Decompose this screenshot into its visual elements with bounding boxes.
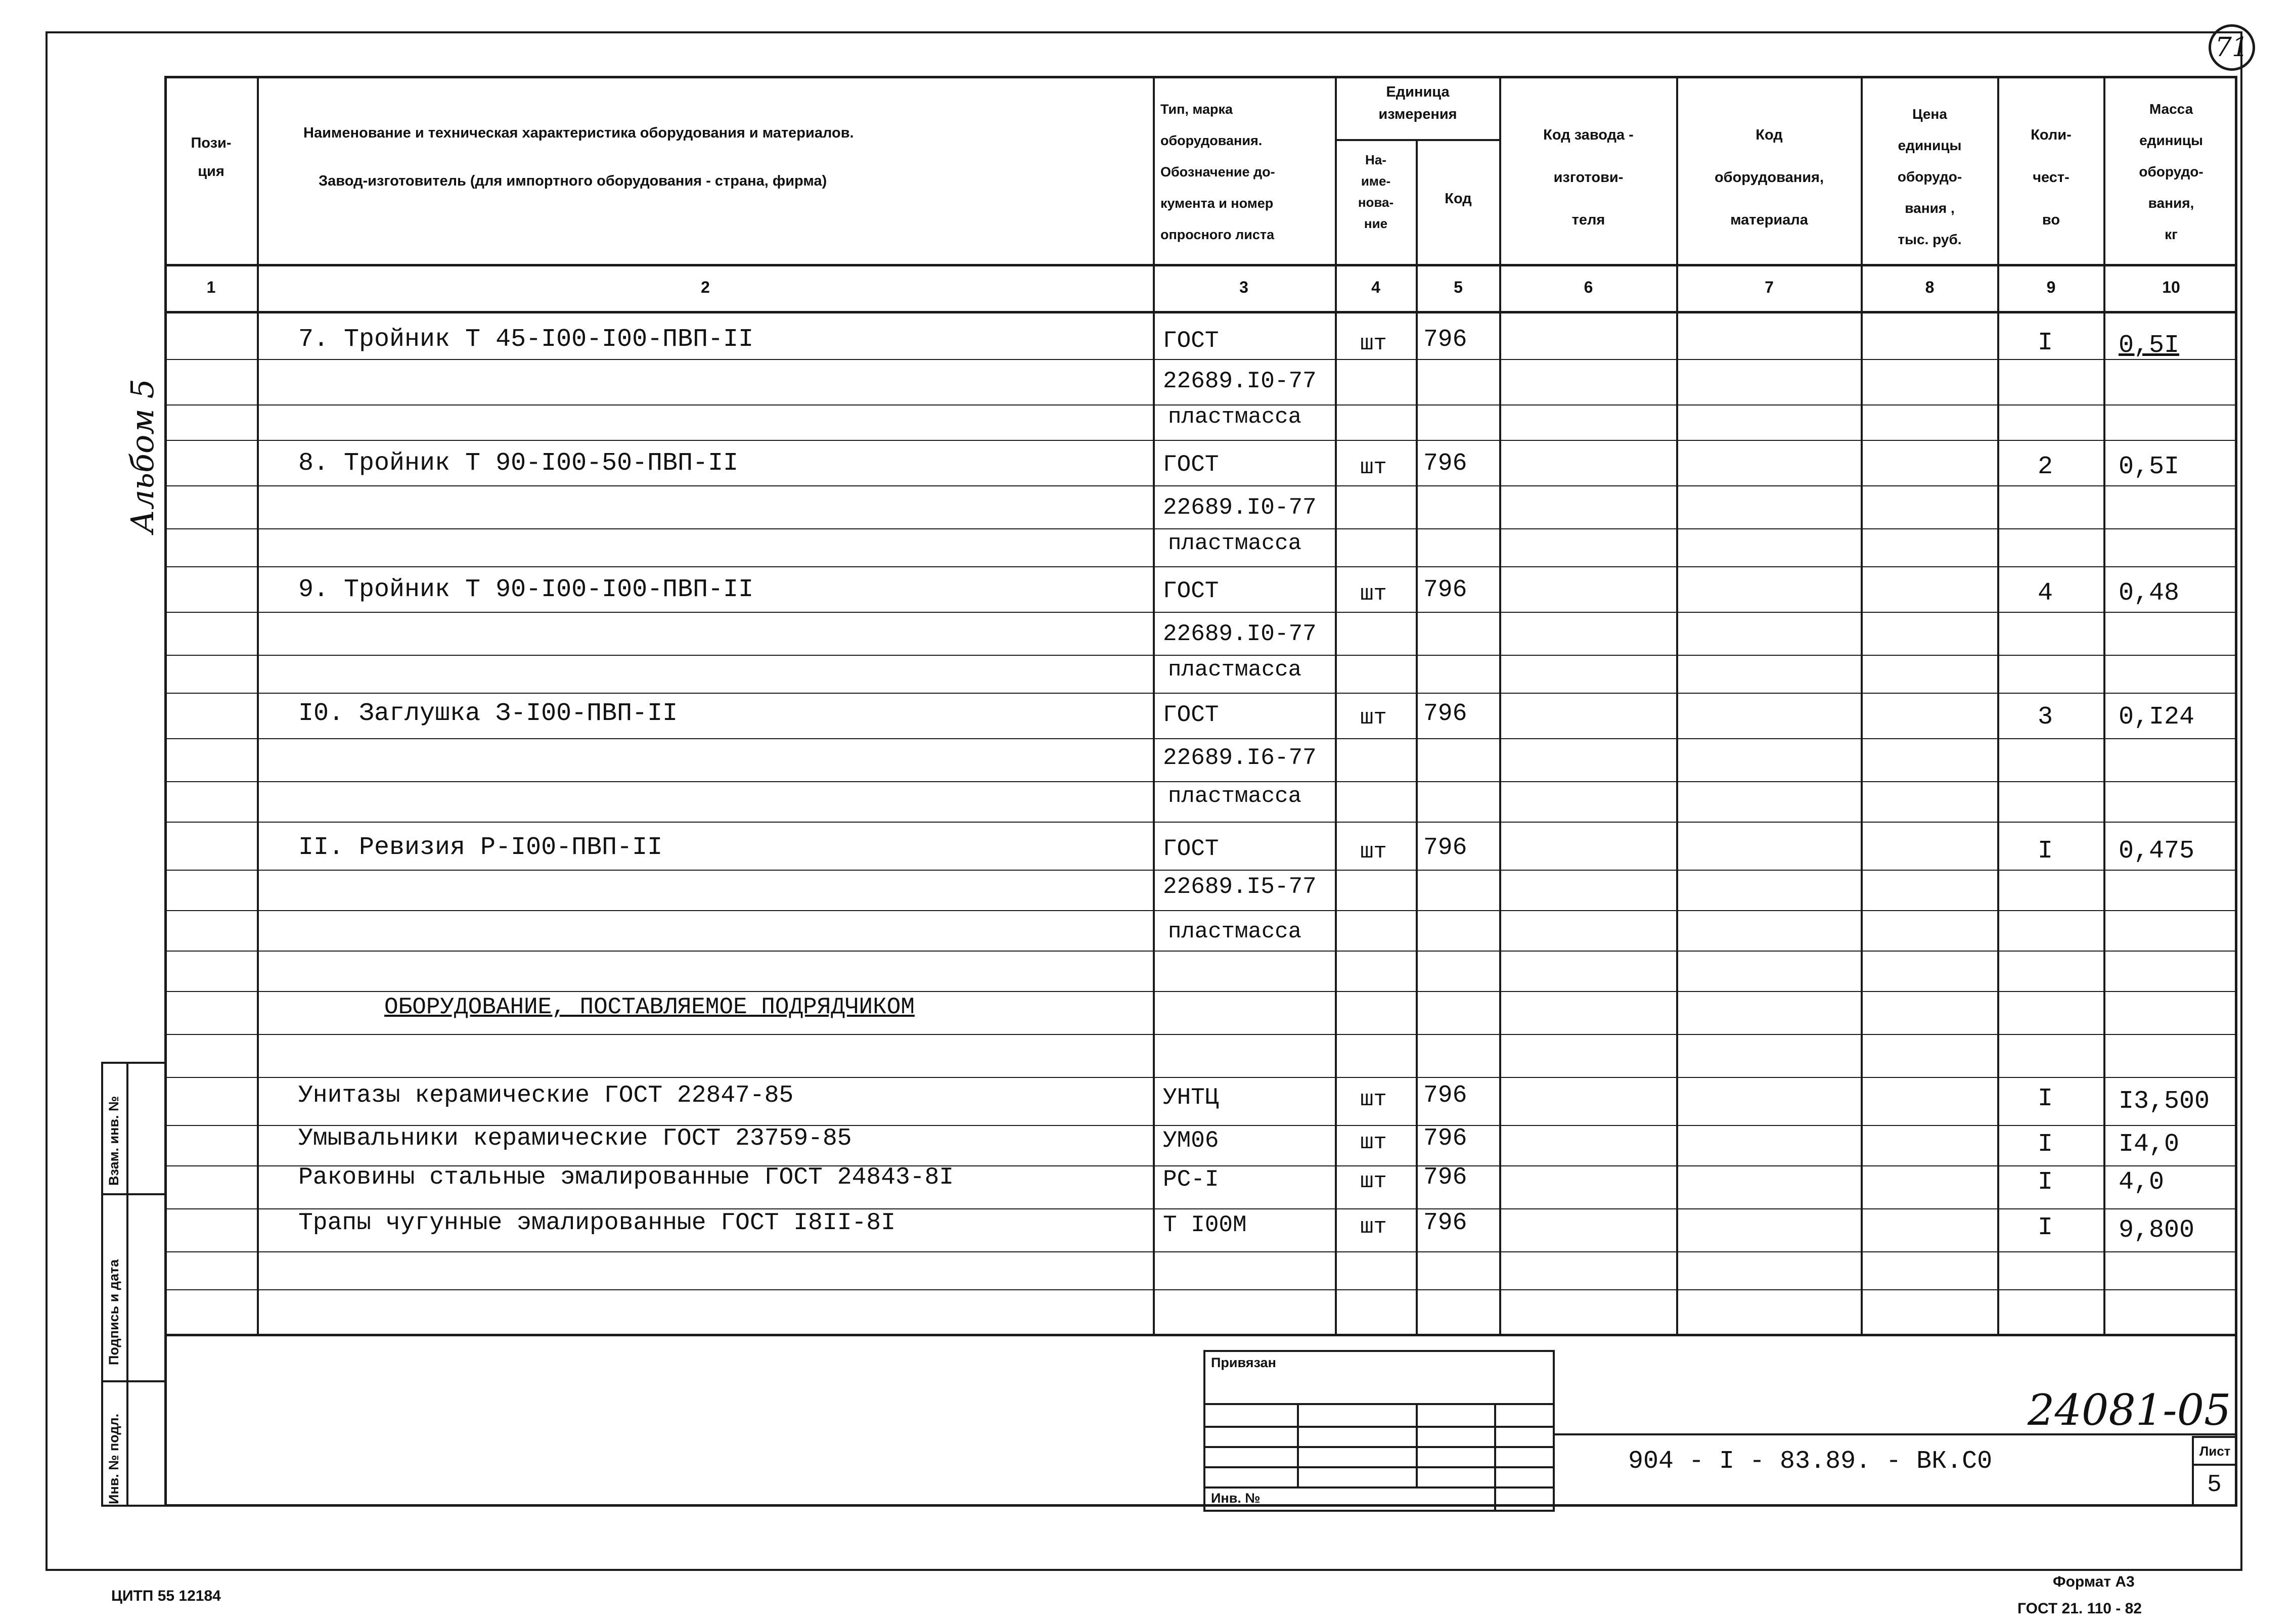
colnum-1: 1 — [206, 278, 216, 296]
side-strip-row-line — [101, 1380, 167, 1382]
contractor-3-unit: шт — [1360, 1169, 1387, 1194]
col-line — [1997, 76, 1999, 1335]
colnum-6: 6 — [1584, 278, 1593, 296]
header-col7: Код оборудования, материала — [1714, 127, 1824, 228]
contractor-1-unit: шт — [1360, 1087, 1387, 1112]
footer-gost: ГОСТ 21. 110 - 82 — [2017, 1600, 2142, 1617]
header-col1: Пози- ция — [191, 135, 232, 179]
contractor-4-qty: I — [2038, 1213, 2053, 1242]
item-10-qty: 3 — [2038, 703, 2053, 732]
item-9-type-1: ГОСТ — [1163, 578, 1219, 604]
item-7-mass: 0,5I — [2119, 331, 2180, 360]
contractor-2-qty: I — [2038, 1130, 2053, 1159]
item-11-code: 796 — [1423, 834, 1467, 862]
side-label-inv-podl: Инв. № подл. — [106, 1413, 121, 1504]
row-line — [164, 485, 2237, 486]
item-11-mass: 0,475 — [2119, 837, 2195, 866]
item-7-code: 796 — [1423, 326, 1467, 353]
item-8-type-2: 22689.I0-77 — [1163, 494, 1317, 521]
header-col2-line1: Наименование и техническая характеристика оборудования и материалов. — [303, 125, 854, 141]
inv-no-label: Инв. № — [1211, 1491, 1261, 1506]
row-line — [164, 440, 2237, 441]
item-8-mass: 0,5I — [2119, 453, 2180, 481]
item-9-type-2: 22689.I0-77 — [1163, 621, 1317, 647]
item-10-code: 796 — [1423, 700, 1467, 728]
row-line — [164, 528, 2237, 529]
header-col9: Коли- чест- во — [2031, 127, 2072, 228]
contractor-2-code: 796 — [1423, 1125, 1467, 1152]
item-10-type-3: пластмасса — [1168, 784, 1302, 809]
colnum-7: 7 — [1765, 278, 1774, 296]
sheet-corner-number — [2209, 24, 2255, 71]
contractor-2-unit: шт — [1360, 1130, 1387, 1155]
colnum-3: 3 — [1239, 278, 1248, 296]
row-line — [164, 951, 2237, 952]
header-col3: Тип, марка оборудования. Обозначение до- кумента и номер опросного листа — [1160, 102, 1275, 242]
row-line — [164, 566, 2237, 567]
item-8-code: 796 — [1423, 450, 1467, 477]
row-line — [164, 655, 2237, 656]
side-label-vzam-inv: Взам. инв. № — [106, 1096, 121, 1186]
colnum-bottom-line — [164, 311, 2237, 313]
row-line — [164, 910, 2237, 911]
item-7-type-2: 22689.I0-77 — [1163, 368, 1317, 394]
row-line — [164, 991, 2237, 992]
stamp-col — [1297, 1403, 1299, 1486]
col-line — [1861, 76, 1863, 1335]
contractor-1-mass: I3,500 — [2119, 1087, 2210, 1116]
row-line — [164, 1289, 2237, 1290]
contractor-2-name: Умывальники керамические ГОСТ 23759-85 — [298, 1125, 852, 1152]
colnum-8: 8 — [1925, 278, 1935, 296]
row-line — [164, 359, 2237, 360]
doc-code: 904 - I - 83.89. - ВК.С0 — [1628, 1447, 1993, 1476]
section-title: ОБОРУДОВАНИЕ, ПОСТАВЛЯЕМОЕ ПОДРЯДЧИКОМ — [384, 994, 915, 1020]
row-line — [164, 870, 2237, 871]
stamp-col — [1416, 1403, 1418, 1486]
stamp-line — [1203, 1446, 1555, 1448]
col-line — [1416, 139, 1418, 1335]
item-11-unit: шт — [1360, 839, 1387, 865]
item-11-type-2: 22689.I5-77 — [1163, 874, 1317, 900]
contractor-4-code: 796 — [1423, 1209, 1467, 1237]
contractor-3-name: Раковины стальные эмалированные ГОСТ 24843-8I — [298, 1164, 954, 1191]
col-line — [1153, 76, 1155, 1335]
item-8-qty: 2 — [2038, 453, 2053, 481]
header-col5: Код — [1445, 191, 1472, 207]
header-col8: Цена единицы оборудо- вания , тыс. руб. — [1897, 106, 1962, 247]
stamp-line — [1203, 1403, 1555, 1405]
row-line — [164, 612, 2237, 613]
item-8-type-1: ГОСТ — [1163, 452, 1219, 478]
colnum-4: 4 — [1371, 278, 1380, 296]
sheet-corner-number-text: 71 — [2215, 32, 2249, 63]
item-9-unit: шт — [1360, 581, 1387, 607]
item-9-name: 9. Тройник Т 90-I00-I00-ПВП-II — [298, 575, 754, 604]
item-7-type-3: пластмасса — [1168, 404, 1302, 430]
item-7-name: 7. Тройник Т 45-I00-I00-ПВП-II — [298, 325, 754, 354]
item-9-qty: 4 — [2038, 579, 2053, 608]
side-strip-row-line — [101, 1193, 167, 1195]
item-9-type-3: пластмасса — [1168, 657, 1302, 683]
stamp-line — [1203, 1486, 1555, 1488]
row-line — [164, 738, 2237, 739]
row-line — [164, 1034, 2237, 1035]
colnum-2: 2 — [701, 278, 710, 296]
stamp-line — [1203, 1466, 1555, 1468]
stamp-line — [1203, 1426, 1555, 1428]
contractor-3-qty: I — [2038, 1168, 2053, 1197]
item-10-unit: шт — [1360, 705, 1387, 731]
col-line — [257, 76, 259, 1335]
contractor-2-mass: I4,0 — [2119, 1130, 2180, 1159]
row-line — [164, 781, 2237, 782]
item-11-qty: I — [2038, 837, 2053, 866]
item-7-unit: шт — [1360, 331, 1387, 356]
colnum-10: 10 — [2162, 278, 2180, 296]
contractor-4-mass: 9,800 — [2119, 1216, 2195, 1245]
list-box-divider — [2192, 1464, 2237, 1466]
footer-format: Формат А3 — [2053, 1573, 2135, 1590]
contractor-3-type: РС-I — [1163, 1166, 1219, 1193]
item-10-type-1: ГОСТ — [1163, 702, 1219, 728]
item-9-code: 796 — [1423, 576, 1467, 604]
item-7-type-1: ГОСТ — [1163, 328, 1219, 354]
item-11-type-3: пластмасса — [1168, 919, 1302, 944]
col-line — [2103, 76, 2105, 1335]
contractor-3-mass: 4,0 — [2119, 1168, 2165, 1197]
row-line — [164, 822, 2237, 823]
table-bottom-line — [164, 1334, 2237, 1336]
row-line — [164, 693, 2237, 694]
header-col2-line2: Завод-изготовитель (для импортного оборудования - страна, фирма) — [319, 173, 827, 189]
header-unit-group: Единица измерения — [1378, 84, 1457, 122]
contractor-3-code: 796 — [1423, 1164, 1467, 1191]
header-bottom-line — [164, 264, 2237, 266]
album-label: Альбом 5 — [124, 379, 161, 533]
col-line — [1499, 76, 1501, 1335]
contractor-1-qty: I — [2038, 1085, 2053, 1113]
item-8-name: 8. Тройник Т 90-I00-50-ПВП-II — [298, 449, 739, 478]
list-label: Лист — [2199, 1443, 2231, 1459]
item-8-type-3: пластмасса — [1168, 531, 1302, 556]
row-line — [164, 1251, 2237, 1252]
header-col4: На- име- нова- ние — [1358, 152, 1394, 231]
list-number: 5 — [2207, 1471, 2222, 1499]
side-label-podpis-data: Подпись и дата — [106, 1259, 121, 1365]
item-7-qty: I — [2038, 329, 2053, 357]
item-11-type-1: ГОСТ — [1163, 836, 1219, 862]
item-11-name: II. Ревизия Р-I00-ПВП-II — [298, 833, 663, 862]
header-col6: Код завода - изготови- теля — [1543, 127, 1634, 228]
side-strip-divider — [126, 1062, 128, 1507]
header-col10: Масса единицы оборудо- вания, кг — [2139, 101, 2204, 242]
contractor-1-code: 796 — [1423, 1082, 1467, 1109]
colnum-9: 9 — [2046, 278, 2056, 296]
item-8-unit: шт — [1360, 455, 1387, 480]
item-9-mass: 0,48 — [2119, 579, 2180, 608]
row-line — [164, 1077, 2237, 1078]
col-line — [1676, 76, 1678, 1335]
item-10-name: I0. Заглушка З-I00-ПВП-II — [298, 699, 678, 728]
item-10-type-2: 22689.I6-77 — [1163, 745, 1317, 771]
privyazan-label: Привязан — [1211, 1355, 1276, 1370]
contractor-2-type: УМ06 — [1163, 1127, 1219, 1154]
contractor-4-unit: шт — [1360, 1214, 1387, 1240]
col-line — [1335, 76, 1337, 1335]
contractor-1-type: УНТЦ — [1163, 1085, 1219, 1111]
contractor-4-type: Т I00М — [1163, 1212, 1247, 1238]
contractor-4-name: Трапы чугунные эмалированные ГОСТ I8II-8I — [298, 1209, 895, 1237]
contractor-1-name: Унитазы керамические ГОСТ 22847-85 — [298, 1082, 794, 1109]
stamp-col — [1494, 1403, 1496, 1512]
footer-left: ЦИТП 55 12184 — [111, 1588, 221, 1604]
colnum-5: 5 — [1454, 278, 1463, 296]
item-10-mass: 0,I24 — [2119, 703, 2195, 732]
handwritten-number: 24081-05 — [2028, 1385, 2231, 1435]
